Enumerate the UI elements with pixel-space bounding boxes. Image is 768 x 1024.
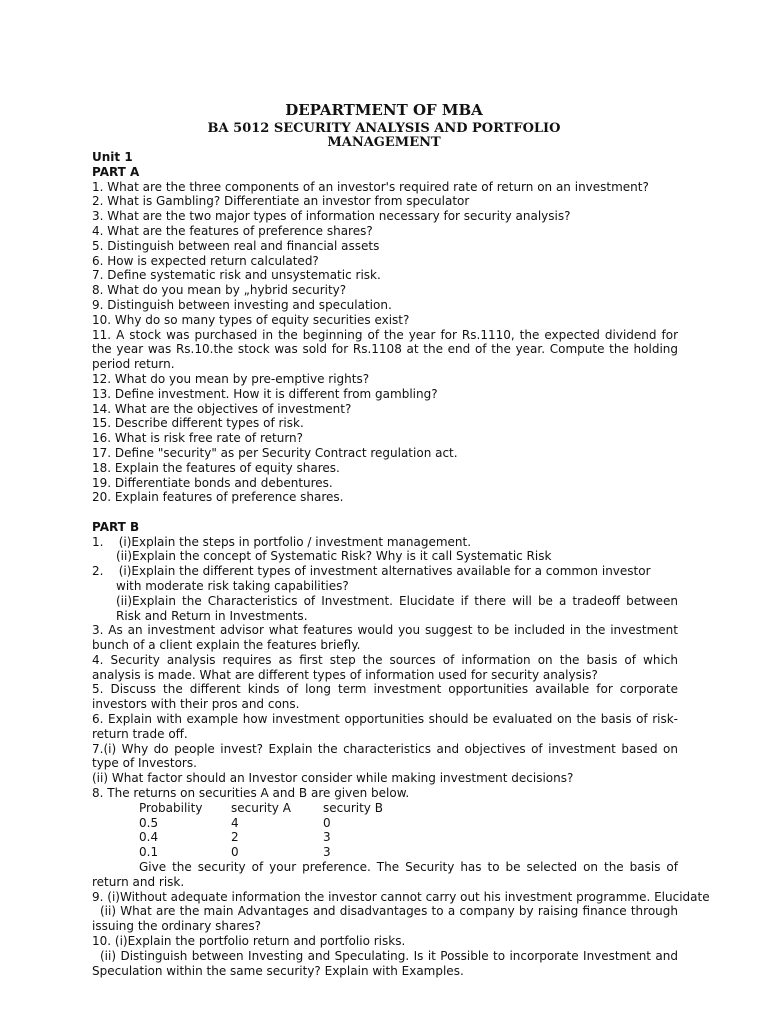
table-cell: 4 (231, 815, 239, 830)
question-item: 12. What do you mean by pre-emptive rights? (92, 371, 370, 386)
table-cell: 3 (323, 845, 331, 860)
part-a-heading: PART A (92, 164, 140, 179)
question-item: (ii)Explain the Characteristics of Investment. Elucidate if there will be a tradeoff between Risk and Return in Investments. (116, 593, 678, 623)
question-item: 15. Describe different types of risk. (92, 416, 304, 431)
table-header-row (139, 801, 403, 816)
question-item: with moderate risk taking capabilities? (116, 578, 349, 593)
table-cell: 0.5 (139, 815, 159, 830)
question-item: 18. Explain the features of equity shares. (92, 460, 340, 475)
question-item: 19. Differentiate bonds and debentures. (92, 475, 333, 490)
question-item: 6. Explain with example how investment opportunities should be evaluated on the basis of risk-return trade off. (92, 712, 678, 741)
question-item: 10. Why do so many types of equity securities exist? (92, 312, 410, 327)
section-spacer (92, 505, 678, 520)
question-item: 3. As an investment advisor what features would you suggest to be included in the investment bunch of a client explain the features briefly. (92, 623, 678, 653)
unit-heading: Unit 1 (92, 150, 133, 164)
table-cell: 2 (231, 830, 239, 845)
table-header-cell: Probability (139, 800, 203, 815)
question-item: 10. (i)Explain the portfolio return and portfolio risks. (92, 934, 406, 949)
question-item: 1. (i)Explain the steps in portfolio / investment management. (92, 534, 472, 549)
question-item: (ii) What are the main Advantages and disadvantages to a company by raising finance through issuing the ordinary shares? (92, 904, 678, 934)
question-item: 1. What are the three components of an investor's required rate of return on an investment? (92, 179, 649, 194)
question-item: Give the security of your preference. The Security has to be selected on the basis of return and risk. (92, 860, 678, 889)
question-item: 9. (i)Without adequate information the investor cannot carry out his investment programme. Elucidate (92, 889, 710, 904)
question-item: 7.(i) Why do people invest? Explain the characteristics and objectives of investment based on type of Investors. (92, 741, 678, 771)
table-cell: 0.1 (139, 845, 159, 860)
question-item: 8. What do you mean by „hybrid security? (92, 283, 347, 298)
part-b-questions (92, 534, 710, 979)
question-item: 7. Define systematic risk and unsystematic risk. (92, 268, 381, 283)
question-item: 3. What are the two major types of information necessary for security analysis? (92, 209, 571, 224)
course-title-line-2: MANAGEMENT (327, 135, 441, 150)
question-item: 4. Security analysis requires as first step the sources of information on the basis of which analysis is made. What are different types of information used for security analysis? (92, 652, 678, 682)
part-a-questions (92, 180, 678, 506)
question-item: (ii)Explain the concept of Systematic Risk? Why is it call Systematic Risk (116, 549, 552, 564)
table-header-cell: security B (323, 800, 383, 815)
part-b-heading: PART B (92, 519, 140, 534)
table-row (139, 816, 403, 831)
question-item: 16. What is risk free rate of return? (92, 431, 304, 446)
table-cell: 0 (323, 815, 331, 830)
question-item: 14. What are the objectives of investment? (92, 401, 352, 416)
table-cell: 3 (323, 830, 331, 845)
returns-table (139, 801, 403, 860)
question-item: 8. The returns on securities A and B are given below. (92, 786, 410, 801)
course-title-line-1: BA 5012 SECURITY ANALYSIS AND PORTFOLIO (207, 121, 561, 136)
department-title: DEPARTMENT OF MBA (285, 101, 483, 119)
question-item: 2. What is Gambling? Differentiate an investor from speculator (92, 194, 470, 209)
question-item: 5. Discuss the different kinds of long term investment opportunities available for corporate investors with their pros and cons. (92, 682, 678, 712)
question-item: 17. Define "security" as per Security Contract regulation act. (92, 445, 458, 460)
question-item: 13. Define investment. How it is different from gambling? (92, 386, 438, 401)
question-item: 11. A stock was purchased in the beginning of the year for Rs.1110, the expected dividend for the year was Rs.10.the stock was sold for Rs.1108 at the end of the year. Compute the holding period return. (92, 327, 678, 372)
table-row (139, 830, 403, 845)
table-cell: 0.4 (139, 830, 159, 845)
table-cell: 0 (231, 845, 239, 860)
question-item: 6. How is expected return calculated? (92, 253, 319, 268)
question-item: 9. Distinguish between investing and speculation. (92, 297, 392, 312)
question-item: (ii) Distinguish between Investing and Speculating. Is it Possible to incorporate Investment and Speculation within the same security? Explain with Examples. (92, 948, 678, 978)
table-row (139, 845, 403, 860)
table-header-cell: security A (231, 800, 291, 815)
question-item: 4. What are the features of preference shares? (92, 223, 373, 238)
question-item: 2. (i)Explain the different types of investment alternatives available for a common investor (92, 564, 651, 579)
question-item: 20. Explain features of preference shares. (92, 490, 344, 505)
question-bank (92, 150, 710, 978)
question-item: (ii) What factor should an Investor consider while making investment decisions? (92, 771, 574, 786)
question-item: 5. Distinguish between real and financial assets (92, 238, 380, 253)
